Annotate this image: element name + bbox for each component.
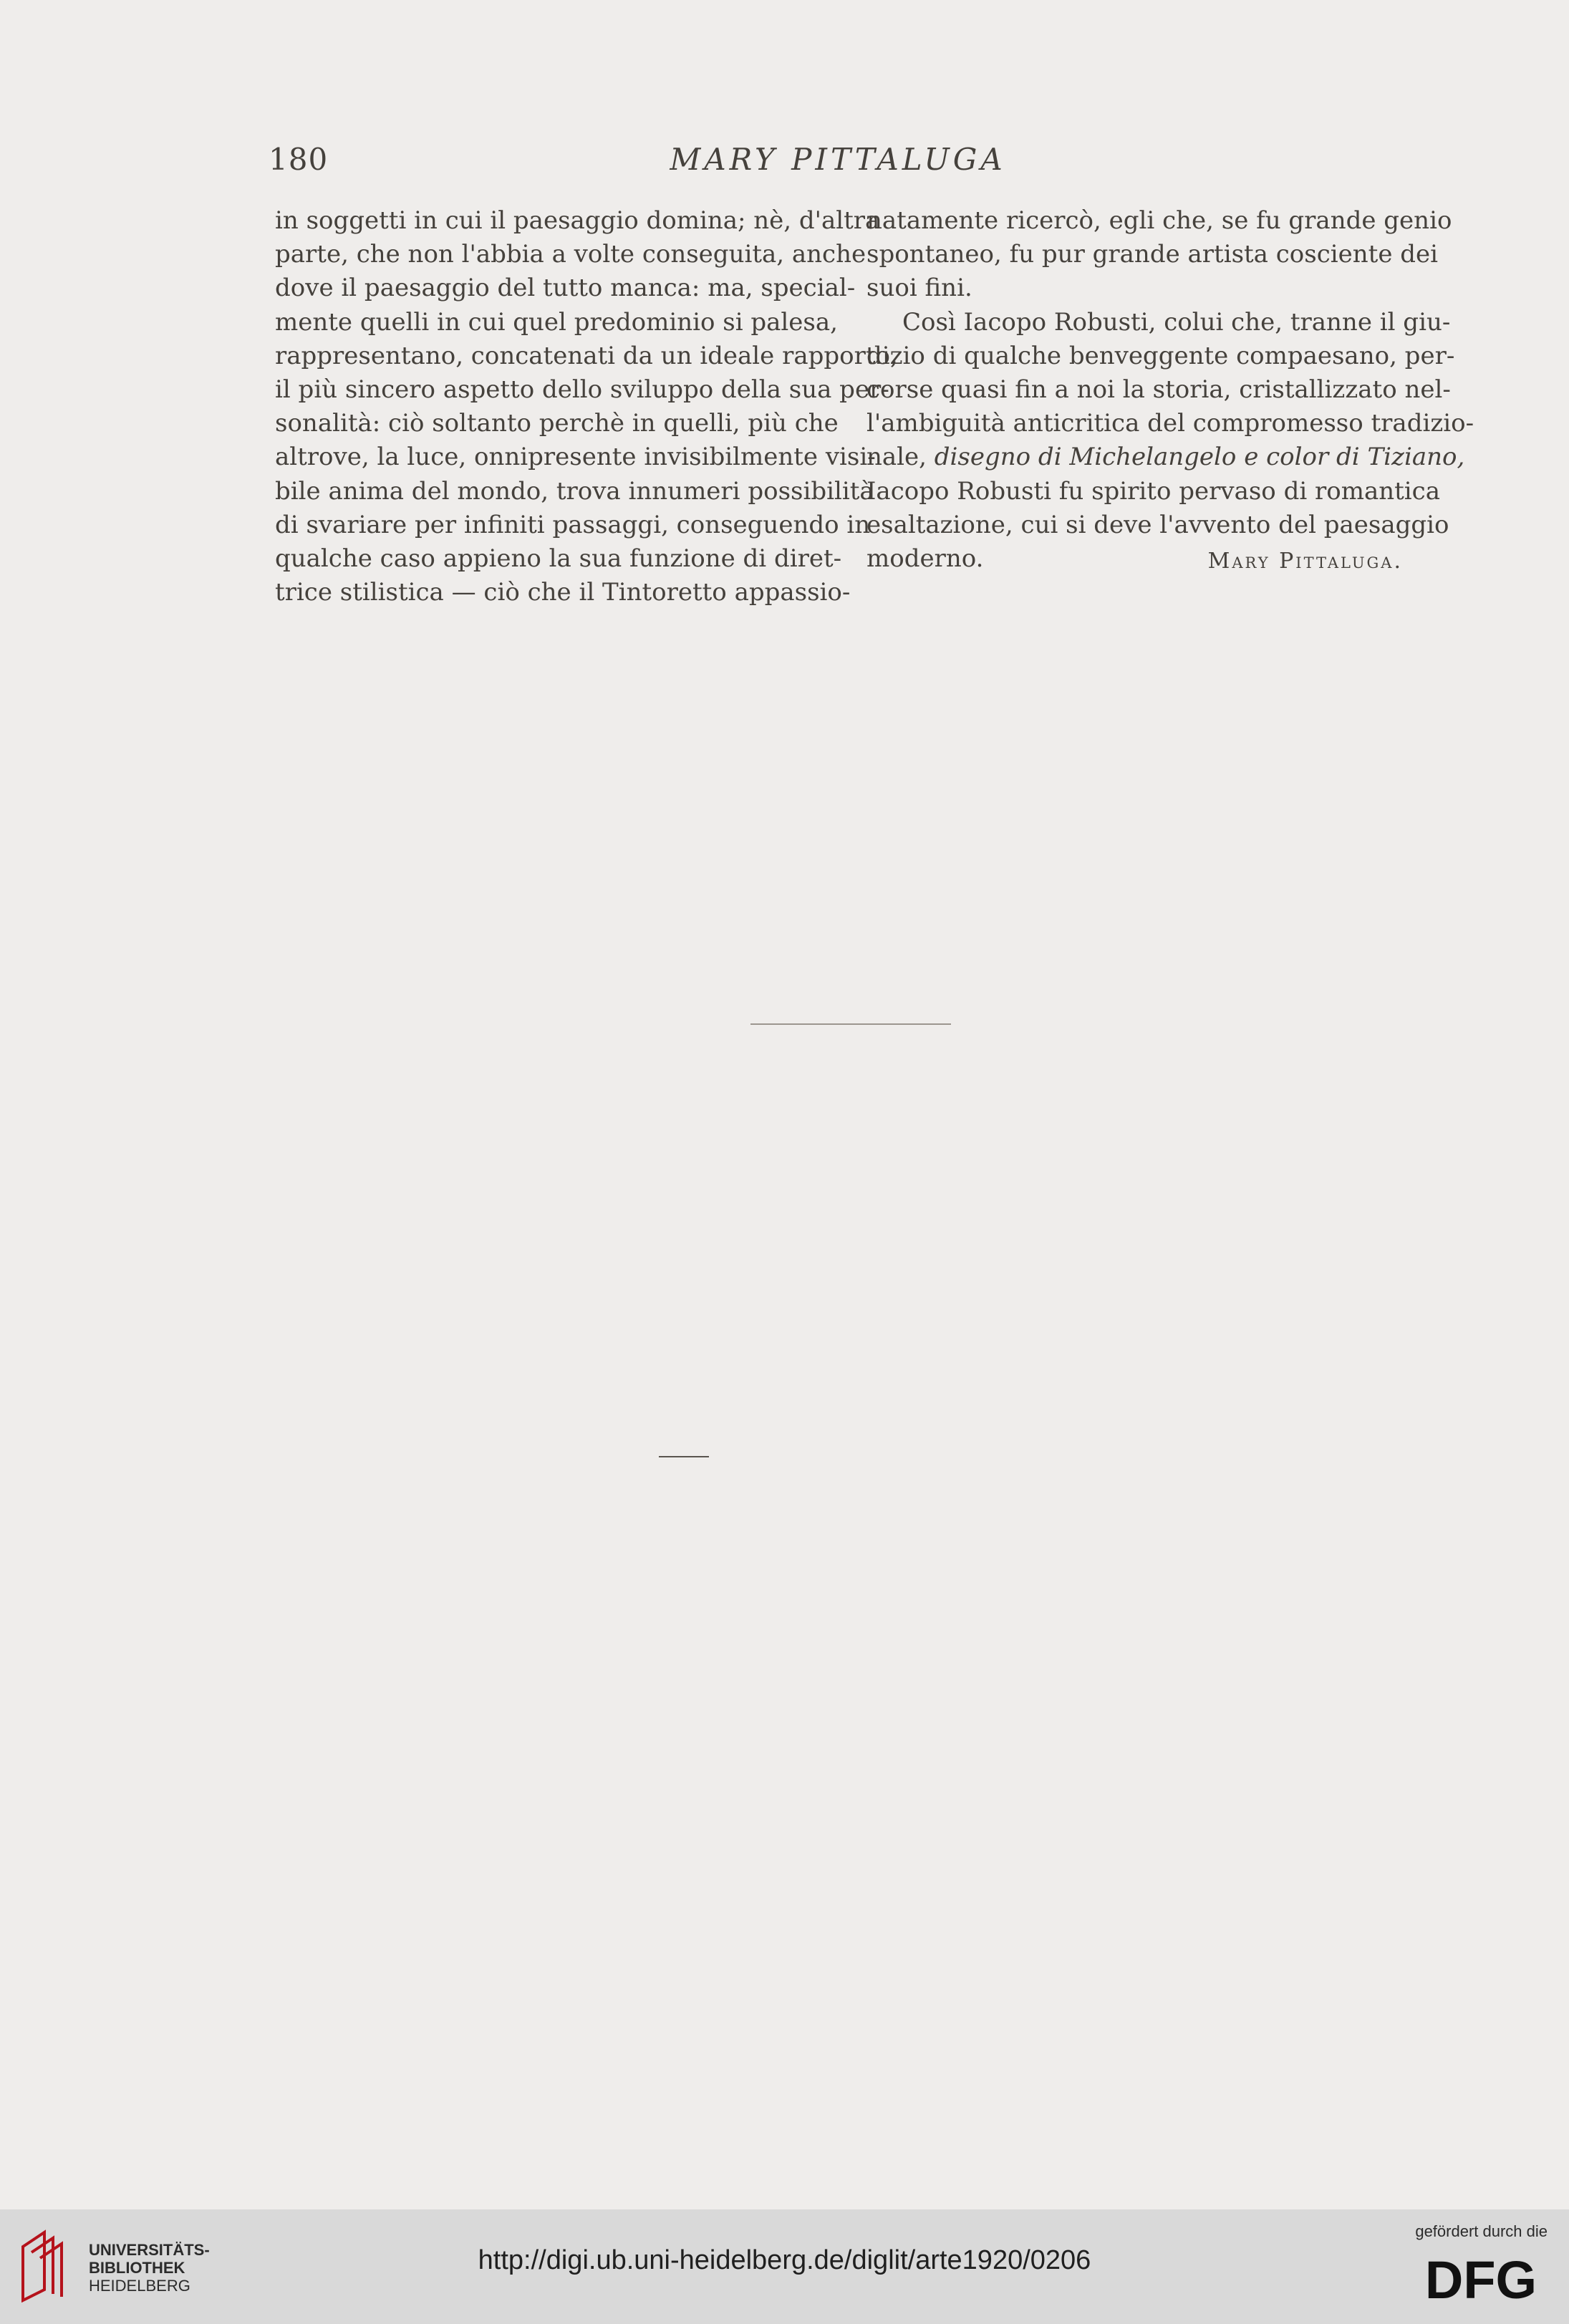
text-line: dizio di qualche benveggente compaesano, per-: [866, 341, 1455, 370]
text-line: in soggetti in cui il paesaggio domina; nè, d'altra: [275, 206, 880, 235]
library-name-line: HEIDELBERG: [89, 2277, 190, 2295]
page-number: 180: [269, 142, 329, 177]
text-line: moderno.: [866, 544, 984, 573]
text-line: mente quelli in cui quel predominio si palesa,: [275, 307, 838, 337]
text-line: spontaneo, fu pur grande artista cosciente dei: [866, 240, 1439, 269]
text-line: Iacopo Robusti fu spirito pervaso di romantica: [866, 476, 1440, 506]
italic-quote: disegno di Michelangelo e color di Tiziano,: [934, 443, 1465, 472]
text-line: sonalità: ciò soltanto perchè in quelli, più che: [275, 409, 839, 438]
section-divider: [750, 1023, 951, 1025]
text-line: bile anima del mondo, trova innumeri possibilità: [275, 476, 874, 506]
library-name-line: BIBLIOTHEK: [89, 2259, 185, 2277]
library-name-line: UNIVERSITÄTS-: [89, 2241, 210, 2259]
text-line: trice stilistica — ciò che il Tintoretto appassio-: [275, 578, 851, 607]
source-url-link[interactable]: http://digi.ub.uni-heidelberg.de/diglit/arte1920/0206: [478, 2245, 1091, 2275]
text-line: natamente ricercò, egli che, se fu grande genio: [866, 206, 1452, 235]
running-title: MARY PITTALUGA: [670, 142, 1006, 177]
text-line: qualche caso appieno la sua funzione di diret-: [275, 544, 842, 573]
text-line: altrove, la luce, onnipresente invisibilmente visi-: [275, 443, 876, 472]
left-text-column: [275, 204, 898, 609]
text-line: suoi fini.: [866, 274, 972, 303]
dfg-logo-icon: [1414, 2252, 1548, 2305]
text-line: parte, che non l'abbia a volte conseguita, anche: [275, 240, 866, 269]
dfg-logo-text: DFG: [1424, 2252, 1537, 2305]
funded-by-text: gefördert durch die: [1415, 2222, 1548, 2240]
text-line: l'ambiguità anticritica del compromesso tradizio-: [866, 409, 1474, 438]
text-line: il più sincero aspetto dello sviluppo della sua per-: [275, 375, 889, 404]
text-line: corse quasi fin a noi la storia, cristallizzato nel-: [866, 375, 1451, 404]
author-signature: Mary Pittaluga.: [1207, 549, 1403, 574]
text-line: di svariare per infiniti passaggi, conseguendo in: [275, 510, 871, 539]
line-prefix: nale,: [866, 443, 935, 472]
text-line: esaltazione, cui si deve l'avvento del paesaggio: [866, 510, 1449, 539]
text-line: dove il paesaggio del tutto manca: ma, special-: [275, 274, 856, 303]
text-line: Così Iacopo Robusti, colui che, tranne il giu-: [902, 307, 1451, 337]
right-text-column: [866, 204, 1474, 576]
text-line-italic-quote: [866, 440, 1465, 474]
dash-mark: [659, 1456, 709, 1457]
digitization-footer: [0, 2209, 1569, 2324]
text-line: rappresentano, concatenati da un ideale rapporto,: [275, 341, 898, 370]
